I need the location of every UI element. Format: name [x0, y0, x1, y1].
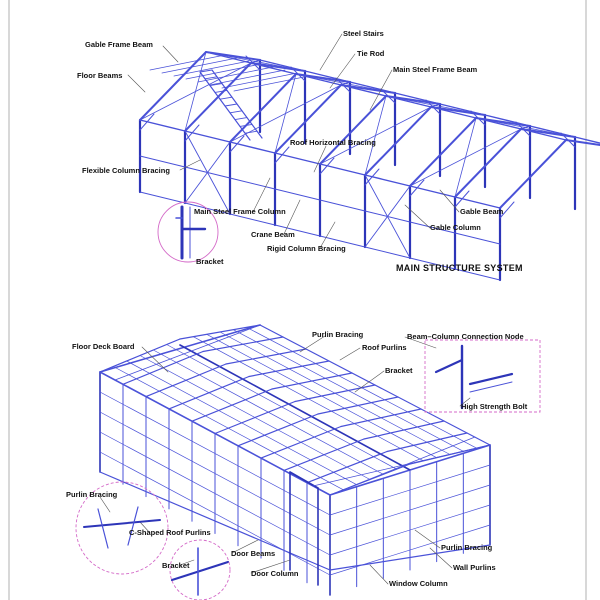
- label-crane-beam: Crane Beam: [251, 230, 295, 239]
- label-floor-deck-board: Floor Deck Board: [72, 342, 135, 351]
- crane-beam: [320, 200, 365, 211]
- eave-beam: [410, 186, 455, 197]
- leader-line: [355, 371, 384, 392]
- label-roof-purlins: Roof Purlins: [362, 343, 407, 352]
- eave-beam: [230, 142, 275, 153]
- label-beam-column-node: Beam–Column Connection Node: [407, 332, 524, 341]
- section-title-main-structure: MAIN STRUCTURE SYSTEM: [396, 263, 523, 273]
- frame-rafter: [500, 140, 566, 208]
- leader-line: [100, 497, 110, 512]
- roof-bracing: [341, 82, 350, 85]
- label-bracket-bottom: Bracket: [162, 561, 190, 570]
- label-high-strength-bolt: High Strength Bolt: [461, 402, 528, 411]
- label-purlin-bracing-right: Purlin Bracing: [441, 543, 493, 552]
- leader-line: [370, 565, 388, 584]
- label-tie-rod: Tie Rod: [357, 49, 385, 58]
- stair-tread: [230, 111, 242, 113]
- eave-beam: [365, 175, 410, 186]
- stair-tread: [235, 118, 247, 120]
- detail-bracing: [98, 509, 108, 548]
- detail-purlin: [84, 520, 160, 527]
- node-beam: [436, 360, 462, 372]
- label-gable-beam: Gable Beam: [460, 207, 504, 216]
- stair-tread: [215, 90, 227, 92]
- frame-rafter: [140, 52, 206, 120]
- frame-rafter: [410, 118, 476, 186]
- node-beam: [470, 374, 512, 384]
- eave-beam: [275, 153, 320, 164]
- eave-beam: [320, 164, 365, 175]
- label-wall-purlins: Wall Purlins: [453, 563, 496, 572]
- detail-bracing: [128, 507, 138, 545]
- eave-beam: [185, 131, 230, 142]
- label-window-column: Window Column: [389, 579, 448, 588]
- leader-line: [163, 46, 178, 62]
- label-main-steel-frame-beam: Main Steel Frame Beam: [393, 65, 478, 74]
- crane-beam: [455, 233, 500, 244]
- label-door-column: Door Column: [251, 569, 299, 578]
- label-gable-column: Gable Column: [430, 223, 481, 232]
- frame-rafter: [455, 129, 521, 197]
- label-main-steel-frame-column: Main Steel Frame Column: [194, 207, 286, 216]
- purlin-bracing: [115, 325, 260, 380]
- column-bracing: [185, 142, 230, 203]
- base-line: [140, 192, 185, 203]
- label-rigid-column-bracing: Rigid Column Bracing: [267, 244, 346, 253]
- label-bracket-bottom-top: Bracket: [385, 366, 413, 375]
- leader-line: [405, 205, 430, 228]
- leader-line: [128, 75, 145, 92]
- label-gable-frame-beam: Gable Frame Beam: [85, 40, 153, 49]
- leader-line: [340, 348, 360, 360]
- main-structure-frame: [128, 34, 600, 280]
- label-purlin-bracing-left: Purlin Bracing: [66, 490, 118, 499]
- label-door-beams: Door Beams: [231, 549, 276, 558]
- purlin-bracing: [330, 437, 475, 495]
- label-floor-beams: Floor Beams: [77, 71, 123, 80]
- stair-tread: [225, 104, 237, 106]
- eave-beam: [140, 120, 185, 131]
- crane-beam: [275, 189, 320, 200]
- label-c-shaped-roof-purlins: C-Shaped Roof Purlins: [129, 528, 211, 537]
- roof-bracing: [251, 60, 260, 63]
- stair-tread: [220, 97, 232, 99]
- roof-purlin: [207, 334, 437, 457]
- label-flexible-column-bracing: Flexible Column Bracing: [82, 166, 170, 175]
- crane-beam: [230, 178, 275, 189]
- column-bracing: [365, 186, 410, 247]
- roof-bracing: [431, 104, 440, 107]
- building-enclosure: [100, 325, 512, 595]
- label-steel-stairs: Steel Stairs: [343, 29, 384, 38]
- frame-rafter: [320, 96, 386, 164]
- label-purlin-bracing-top: Purlin Bracing: [312, 330, 364, 339]
- leader-line: [320, 34, 342, 70]
- label-bracket-top: Bracket: [196, 257, 224, 266]
- base-line: [365, 247, 410, 258]
- roof-bracing: [521, 126, 530, 129]
- label-roof-horizontal-bracing: Roof Horizontal Bracing: [290, 138, 376, 147]
